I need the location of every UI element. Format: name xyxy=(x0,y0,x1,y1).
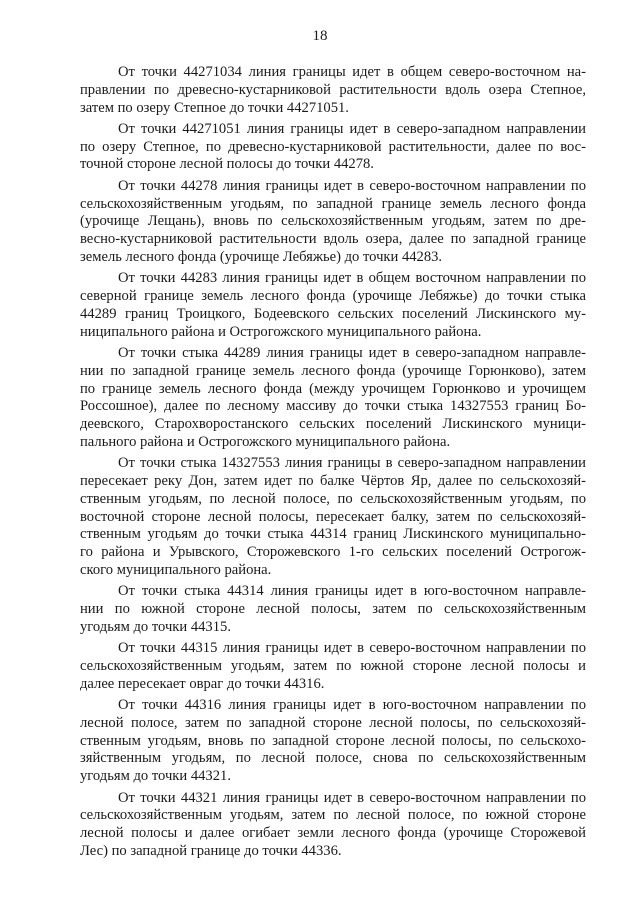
paragraph-line: От точки 44283 линия границы идет в общем восточном направлении по xyxy=(118,270,586,287)
paragraph xyxy=(80,697,586,786)
paragraph-line: ственным угодьям, вновь по западной стороне лесной полосы, по сельскохо- xyxy=(80,732,586,749)
paragraph-line: пересекает реку Дон, затем идет по балке Чёртов Яр, далее по сельскохозяй- xyxy=(80,473,586,490)
paragraph-line: весно-кустарниковой растительности вдоль озера, далее по западной границе xyxy=(80,231,586,248)
paragraph-line: От точки 44321 линия границы идет в северо-восточном направлении по xyxy=(118,789,586,806)
paragraph-line: нии по южной стороне лесной полосы, затем по сельскохозяйственным xyxy=(80,601,586,618)
paragraph-line: затем по озеру Степное до точки 44271051. xyxy=(80,99,349,116)
paragraph xyxy=(80,64,586,117)
paragraph-line: по границе земель лесного фонда (между урочищем Горюнково и урочищем xyxy=(80,380,586,397)
paragraph-line: От точки стыка 44289 линия границы идет в северо-западном направле- xyxy=(118,344,586,361)
paragraph-line: ниципального района и Острогожского муниципального района. xyxy=(80,323,482,340)
paragraph-line: сельскохозяйственным угодьям, по западной границе земель лесного фонда xyxy=(80,195,586,212)
paragraph-line: Россошное), далее по лесному массиву до точки стыка 14327553 границ Бо- xyxy=(80,398,586,415)
paragraph xyxy=(80,345,586,452)
paragraph-line: правлении по древесно-кустарниковой растительности вдоль озера Степное, xyxy=(80,81,586,98)
paragraph-line: лесной полосе, затем по западной стороне лесной полосы, по сельскохозяй- xyxy=(80,714,586,731)
paragraph-line: точной стороне лесной полосы до точки 44278. xyxy=(80,156,374,173)
paragraph-line: От точки 44278 линия границы идет в северо-восточном направлении по xyxy=(118,177,586,194)
page-number: 18 xyxy=(312,28,328,44)
paragraph xyxy=(80,178,586,267)
paragraph-line: пального района и Острогожского муниципального района. xyxy=(80,433,451,450)
paragraph xyxy=(80,455,586,580)
paragraph-line: ственным угодьям, по лесной полосе, по сельскохозяйственным угодьям, по xyxy=(80,490,586,507)
paragraph-line: ственным угодьям до точки стыка 44314 границ Лискинского муниципально- xyxy=(80,526,586,543)
paragraph xyxy=(80,583,586,636)
paragraph-line: далее пересекает овраг до точки 44316. xyxy=(80,675,325,692)
paragraph-line: Лес) по западной границе до точки 44336. xyxy=(80,842,342,859)
paragraph-line: От точки 44271051 линия границы идет в северо-западном направлении xyxy=(118,120,586,137)
paragraph-line: зяйственным угодьям, по лесной полосе, снова по сельскохозяйственным xyxy=(80,750,586,767)
paragraph-line: От точки стыка 44314 линия границы идет в юго-восточном направле- xyxy=(118,583,586,600)
paragraph xyxy=(80,790,586,861)
paragraph-line: угодьям до точки 44321. xyxy=(80,768,231,785)
paragraph-line: От точки 44315 линия границы идет в северо-восточном направлении по xyxy=(118,640,586,657)
paragraph-line: восточной стороне лесной полосы, пересекает балку, затем по сельскохозяй- xyxy=(80,508,586,525)
paragraph-line: лесной полосы и далее огибает земли лесного фонда (урочище Сторожевой xyxy=(80,825,586,842)
paragraph-line: го района и Урывского, Сторожевского 1-го сельских поселений Острогож- xyxy=(80,544,586,561)
paragraph-line: ского муниципального района. xyxy=(80,562,272,579)
paragraph-line: нии по западной границе земель лесного фонда (урочище Горюнково), затем xyxy=(80,362,586,379)
paragraph-line: сельскохозяйственным угодьям, затем по лесной полосе, по южной стороне xyxy=(80,807,586,824)
paragraph-line: От точки 44316 линия границы идет в юго-восточном направлении по xyxy=(118,697,586,714)
paragraph-line: От точки стыка 14327553 линия границы в северо-западном направлении xyxy=(118,455,586,472)
paragraph-line: сельскохозяйственным угодьям, затем по южной стороне лесной полосы и xyxy=(80,658,586,674)
paragraph-line: северной границе земель лесного фонда (урочище Лебяжье) до точки стыка xyxy=(80,288,586,305)
paragraph-line: по озеру Степное, по древесно-кустарниковой растительности, далее по вос- xyxy=(80,138,586,155)
paragraph-line: деевского, Старохворостанского сельских поселений Лискинского муници- xyxy=(80,416,586,433)
paragraph xyxy=(80,121,586,174)
paragraph xyxy=(80,270,586,341)
paragraph xyxy=(80,640,586,693)
paragraph-line: (урочище Лещань), вновь по сельскохозяйственным угодьям, затем по дре- xyxy=(80,213,586,230)
paragraph-line: угодьям до точки 44315. xyxy=(80,618,231,635)
paragraph-line: земель лесного фонда (урочище Лебяжье) до точки 44283. xyxy=(80,248,443,265)
paragraph-line: 44289 границ Троицкого, Бодеевского сельских поселений Лискинского му- xyxy=(80,305,586,322)
document-body xyxy=(80,64,586,864)
paragraph-line: От точки 44271034 линия границы идет в общем северо-восточном на- xyxy=(118,64,586,80)
